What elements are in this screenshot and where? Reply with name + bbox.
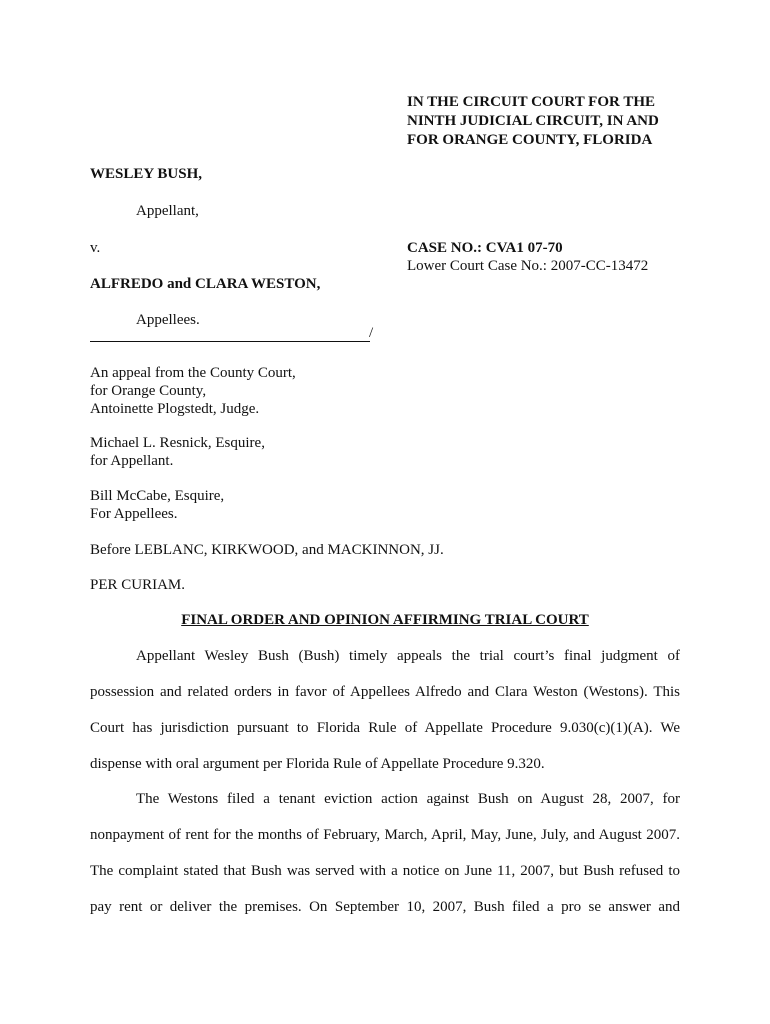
- court-header-line-3: FOR ORANGE COUNTY, FLORIDA: [407, 132, 653, 148]
- case-number: CASE NO.: CVA1 07-70: [407, 240, 563, 256]
- appellees-counsel-line-1: Bill McCabe, Esquire,: [90, 488, 225, 504]
- appellant-counsel-line-1: Michael L. Resnick, Esquire,: [90, 435, 265, 451]
- court-header: [407, 93, 659, 150]
- paragraph-1-line-3: Court has jurisdiction pursuant to Florida Rule of Appellate Procedure 9.030(c)(1)(A). We: [90, 720, 680, 736]
- paragraph-2-line-3: The complaint stated that Bush was served with a notice on June 11, 2007, but Bush refused to: [90, 863, 680, 879]
- court-header-line-1: IN THE CIRCUIT COURT FOR THE: [407, 94, 656, 110]
- appellant-name: WESLEY BUSH,: [90, 166, 202, 182]
- appeal-from-line-2: for Orange County,: [90, 383, 207, 399]
- paragraph-2-line-1: The Westons filed a tenant eviction action against Bush on August 28, 2007, for: [136, 791, 680, 807]
- paragraph-2: [90, 781, 680, 925]
- paragraph-1: [90, 638, 680, 782]
- lower-court-case-number: Lower Court Case No.: 2007-CC-13472: [407, 258, 649, 274]
- paragraph-2-line-4: pay rent or deliver the premises. On September 10, 2007, Bush filed a pro se answer and: [90, 899, 680, 915]
- appeal-from-block: [90, 364, 296, 418]
- appellant-counsel-line-2: for Appellant.: [90, 453, 174, 469]
- appellees-role: Appellees.: [136, 312, 200, 328]
- appellees-counsel-line-2: For Appellees.: [90, 506, 178, 522]
- appellees-name: ALFREDO and CLARA WESTON,: [90, 276, 321, 292]
- versus-label: v.: [90, 240, 101, 256]
- caption-divider-line: [90, 341, 370, 342]
- paragraph-1-line-2: possession and related orders in favor of Appellees Alfredo and Clara Weston (Westons). This: [90, 684, 680, 700]
- paragraph-1-line-1: Appellant Wesley Bush (Bush) timely appeals the trial court’s final judgment of: [136, 648, 680, 664]
- appellant-counsel-block: [90, 434, 265, 470]
- opinion-heading: FINAL ORDER AND OPINION AFFIRMING TRIAL COURT: [181, 612, 589, 628]
- caption-slash: /: [369, 325, 374, 341]
- court-header-line-2: NINTH JUDICIAL CIRCUIT, IN AND: [407, 113, 659, 129]
- appeal-from-line-1: An appeal from the County Court,: [90, 365, 296, 381]
- appellees-counsel-block: [90, 487, 224, 523]
- paragraph-1-line-4: dispense with oral argument per Florida Rule of Appellate Procedure 9.320.: [90, 756, 545, 772]
- appeal-from-line-3: Antoinette Plogstedt, Judge.: [90, 401, 260, 417]
- paragraph-2-line-2: nonpayment of rent for the months of February, March, April, May, June, July, and August 2007.: [90, 827, 680, 843]
- per-curiam: PER CURIAM.: [90, 577, 186, 593]
- before-panel: Before LEBLANC, KIRKWOOD, and MACKINNON, JJ.: [90, 542, 444, 558]
- appellant-role: Appellant,: [136, 203, 199, 219]
